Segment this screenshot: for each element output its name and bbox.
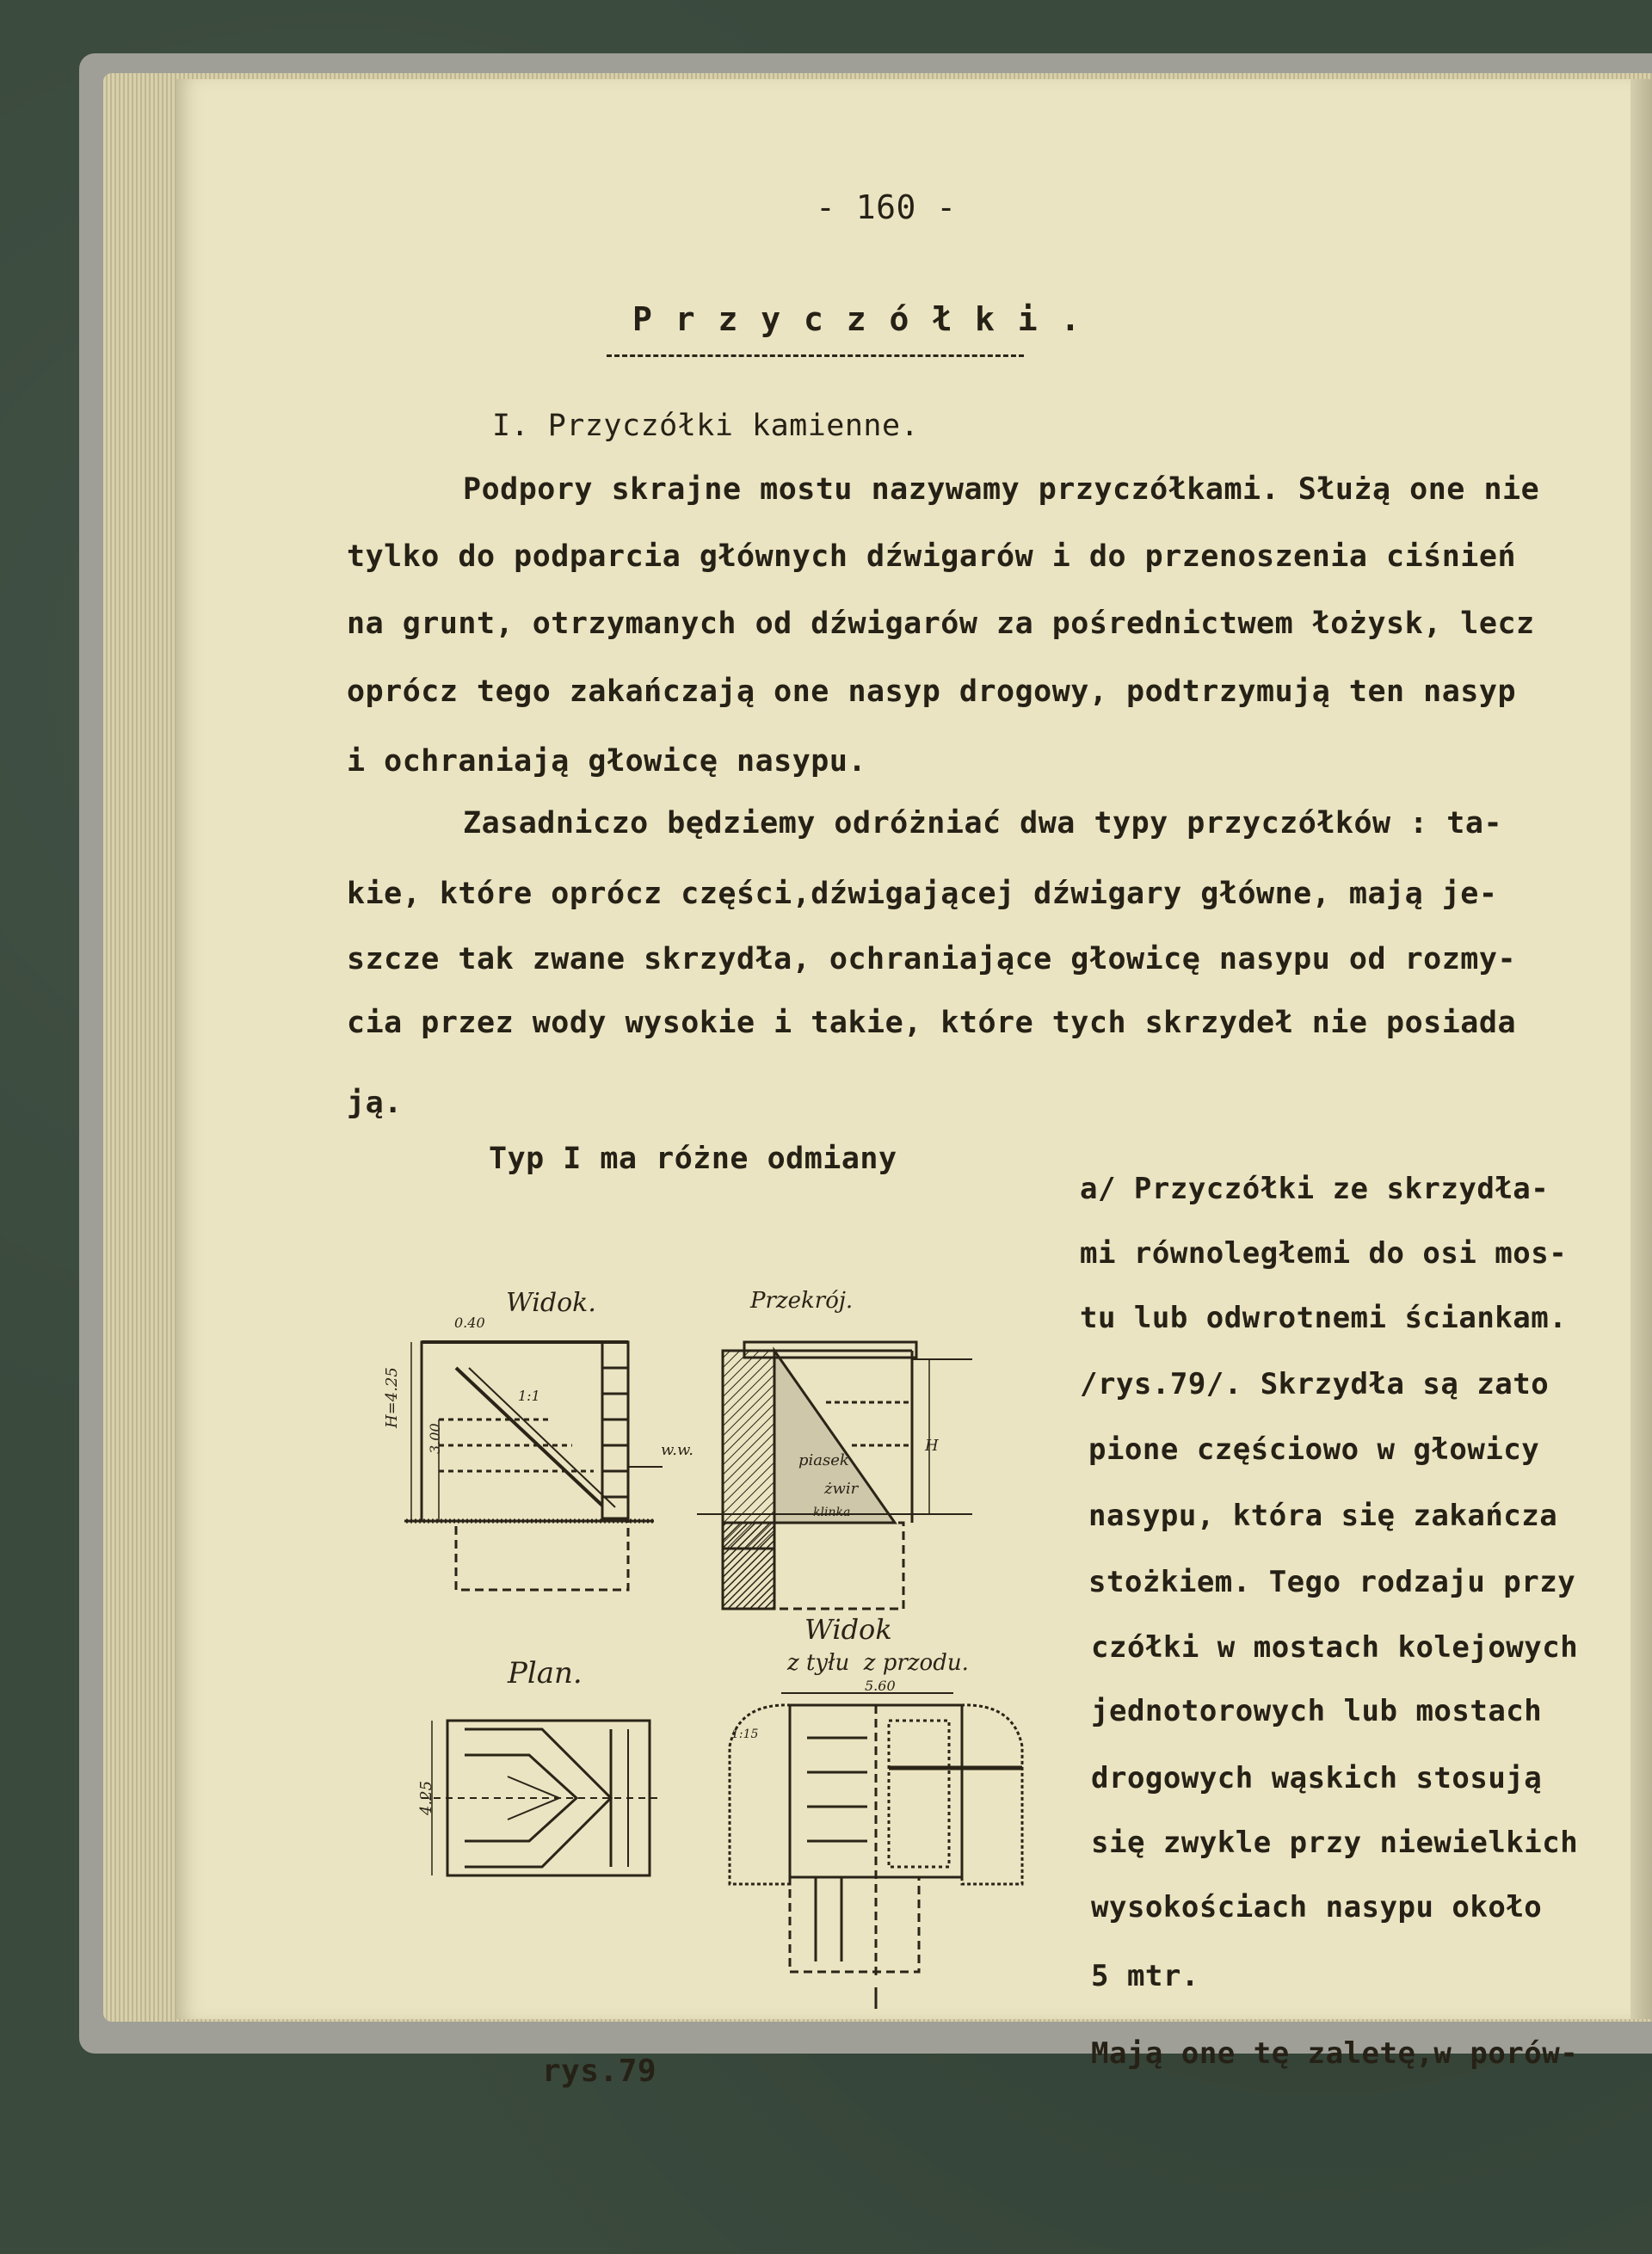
page-right-edge — [1630, 79, 1652, 2019]
label-przekroj: Przekrój. — [750, 1288, 854, 1314]
paragraph2-line3: szcze tak zwane skrzydła, ochraniające głowicę nasypu od rozmy- — [347, 942, 1517, 976]
label-dim-h: H=4.25 — [383, 1367, 401, 1428]
right-col-line5: pione częściowo w głowicy — [1088, 1432, 1540, 1467]
title-underline — [607, 354, 1024, 357]
paragraph2-line2: kie, które oprócz części,dźwigającej dźwigary główne, mają je- — [347, 877, 1498, 911]
right-col-line7: stożkiem. Tego rodzaju przy — [1088, 1565, 1576, 1599]
label-dim-300: 3.00 — [427, 1423, 443, 1454]
right-col-line14: Mają one tę zaletę,w porów- — [1091, 2036, 1579, 2071]
drawing-widok-rear-front — [721, 1686, 1039, 1996]
paragraph1-line3: na grunt, otrzymanych od dźwigarów za pośrednictwem łożysk, lecz — [347, 607, 1535, 641]
label-h: H — [925, 1437, 939, 1455]
paragraph1-line1: Podpory skrajne mostu nazywamy przyczółkami. Służą one nie — [463, 472, 1540, 507]
right-col-line8: czółki w mostach kolejowych — [1091, 1630, 1579, 1665]
page-number: - 160 - — [816, 188, 957, 226]
drawing-widok — [404, 1316, 663, 1609]
section-heading: I. Przyczółki kamienne. — [492, 409, 920, 443]
paragraph1-line5: i ochraniają głowicę nasypu. — [347, 744, 867, 779]
right-col-line6: nasypu, która się zakańcza — [1088, 1499, 1558, 1533]
paragraph2-line4: cia przez wody wysokie i takie, które tych skrzydeł nie posiada — [347, 1006, 1517, 1040]
label-widok2: Widok — [804, 1613, 892, 1646]
right-col-line4: /rys.79/. Skrzydła są zato — [1080, 1367, 1550, 1401]
right-col-line3: tu lub odwrotnemi ściankam. — [1080, 1301, 1568, 1335]
paragraph2-line1: Zasadniczo będziemy odróżniać dwa typy przyczółków : ta- — [463, 806, 1503, 841]
page-title: P r z y c z ó ł k i . — [632, 300, 1082, 338]
right-col-line10: drogowych wąskich stosują — [1091, 1761, 1543, 1795]
label-widok: Widok. — [506, 1288, 596, 1318]
label-slope2: 1:15 — [731, 1727, 759, 1741]
right-col-line9: jednotorowych lub mostach — [1091, 1694, 1543, 1728]
label-dim-040: 0.40 — [454, 1315, 485, 1331]
label-k1: 1:1 — [518, 1388, 540, 1404]
paragraph2-line5: ją. — [347, 1086, 403, 1120]
label-dim-560: 5.60 — [865, 1678, 896, 1694]
label-ww: w.w. — [661, 1441, 693, 1459]
type-line: Typ I ma różne odmiany — [489, 1142, 897, 1176]
label-widok2-sub: z tyłu z przodu. — [787, 1650, 969, 1676]
right-col-line11: się zwykle przy niewielkich — [1091, 1826, 1579, 1860]
paragraph1-line2: tylko do podparcia głównych dźwigarów i do przenoszenia ciśnień — [347, 539, 1517, 574]
label-dim-plan: 4.25 — [417, 1780, 435, 1815]
right-col-line2: mi równoległemi do osi mos- — [1080, 1236, 1568, 1271]
drawing-plan — [422, 1712, 671, 1884]
figure-caption: rys.79 — [542, 2054, 657, 2089]
right-col-line13: 5 mtr. — [1091, 1959, 1199, 1993]
label-plan: Plan. — [508, 1656, 583, 1690]
right-col-line12: wysokościach nasypu około — [1091, 1890, 1543, 1925]
right-col-line1: a/ Przyczółki ze skrzydła- — [1080, 1172, 1550, 1206]
drawing-przekroj — [697, 1325, 981, 1617]
paragraph1-line4: oprócz tego zakańczają one nasyp drogowy, podtrzymują ten nasyp — [347, 674, 1517, 709]
